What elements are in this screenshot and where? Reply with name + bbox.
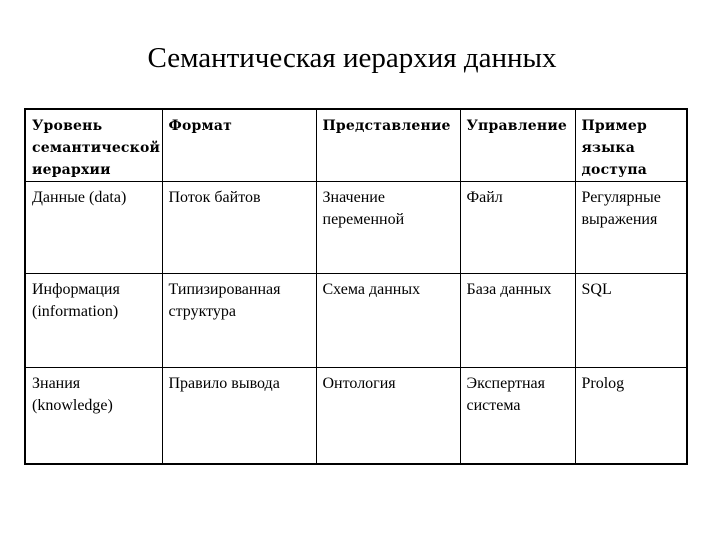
cell-format: Правило вывода: [162, 368, 316, 464]
table-header-row: [25, 109, 687, 182]
table-row: [25, 274, 687, 368]
header-access-language: Пример языка доступа: [575, 109, 687, 182]
cell-representation: Онтология: [316, 368, 460, 464]
header-management: Управление: [460, 109, 575, 182]
cell-level: Данные (data): [25, 182, 162, 274]
semantic-hierarchy-table: [24, 108, 688, 465]
cell-management: Экспертная система: [460, 368, 575, 464]
cell-representation: Значение переменной: [316, 182, 460, 274]
page-title: Семантическая иерархия данных: [147, 42, 557, 74]
cell-management: Файл: [460, 182, 575, 274]
cell-level: Знания (knowledge): [25, 368, 162, 464]
header-format: Формат: [162, 109, 316, 182]
cell-management: База данных: [460, 274, 575, 368]
cell-level: Информация (information): [25, 274, 162, 368]
cell-representation: Схема данных: [316, 274, 460, 368]
cell-access-language: Регулярные выражения: [575, 182, 687, 274]
table-row: [25, 368, 687, 464]
cell-format: Поток байтов: [162, 182, 316, 274]
header-level: Уровень семантической иерархии: [25, 109, 162, 182]
cell-access-language: Prolog: [575, 368, 687, 464]
cell-format: Типизированная структура: [162, 274, 316, 368]
table-row: [25, 182, 687, 274]
header-representation: Представление: [316, 109, 460, 182]
cell-access-language: SQL: [575, 274, 687, 368]
